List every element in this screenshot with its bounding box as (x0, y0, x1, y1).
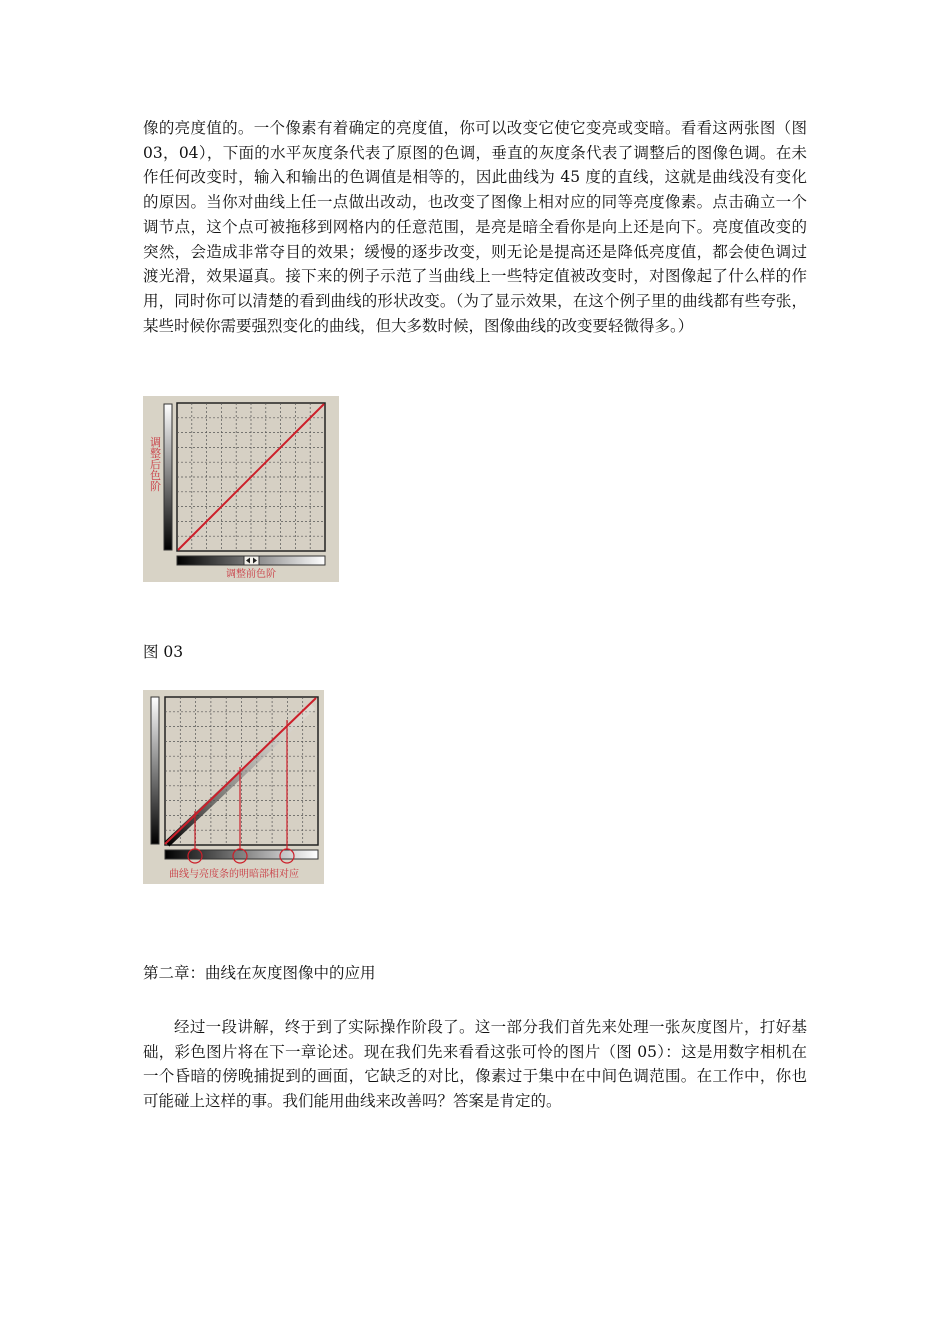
vertical-axis-label: 调整后色阶 (148, 436, 162, 492)
figure-03-caption: 图 03 (143, 643, 184, 661)
chapter-heading: 第二章：曲线在灰度图像中的应用 (143, 964, 376, 982)
figure-03-curves-panel (143, 396, 339, 582)
body-paragraph-2: 经过一段讲解，终于到了实际操作阶段了。这一部分我们首先来处理一张灰度图片，打好基础，彩色图片将在下一章论述。现在我们先来看看这张可怜的图片（图 05）：这是用数字相机在一个昏暗的傍晚捕捉到的画面，它缺乏的对比，像素过于集中在中间色调范围。在工作中，你也可能碰上这样的事。我们能用曲线来改善吗？答案是肯定的。 (143, 1018, 807, 1111)
figure-04-curves-panel (143, 690, 324, 884)
horizontal-axis-label: 调整前色阶 (226, 569, 276, 580)
output-gray-bar (151, 697, 159, 844)
figure-04-label: 曲线与亮度条的明暗部相对应 (169, 869, 299, 880)
body-paragraph-1: 像的亮度值的。一个像素有着确定的亮度值，你可以改变它使它变亮或变暗。看看这两张图（图 03，04），下面的水平灰度条代表了原图的色调，垂直的灰度条代表了调整后的图像色调。在未作任何改变时，输入和输出的色调值是相等的，因此曲线为 45 度的直线，这就是曲线没有变化的原因。当你对曲线上任一点做出改动，也改变了图像上相对应的同等亮度像素。点击确立一个调节点，这个点可被拖移到网格内的任意范围，是亮是暗全看你是向上还是向下。亮度值改变的突然，会造成非常夺目的效果；缓慢的逐步改变，则无论是提高还是降低亮度值，都会使色调过渡光滑，效果逼真。接下来的例子示范了当曲线上一些特定值被改变时，对图像起了什么样的作用，同时你可以清楚的看到曲线的形状改变。（为了显示效果，在这个例子里的曲线都有些夸张，某些时候你需要强烈变化的曲线，但大多数时候，图像曲线的改变要轻微得多。） (143, 119, 807, 335)
output-gray-bar (164, 404, 172, 550)
